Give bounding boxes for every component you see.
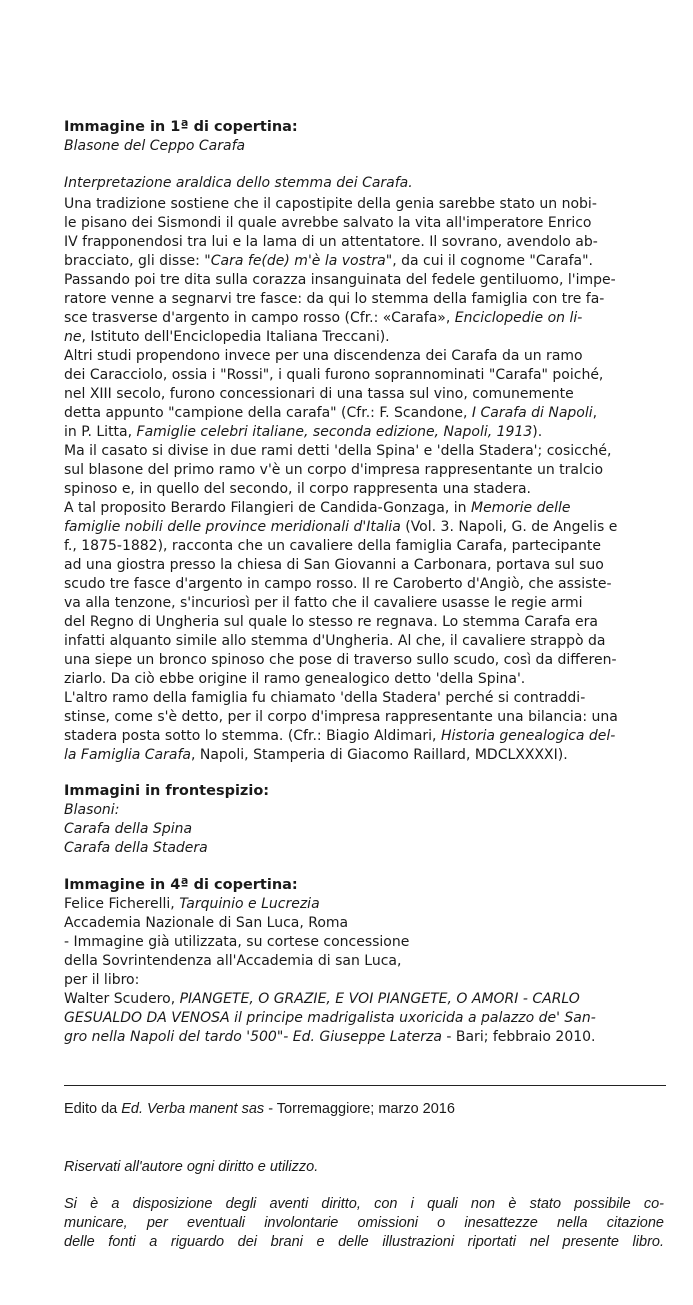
text-line [64, 537, 664, 556]
text-line [64, 271, 664, 290]
text-run: - Bari; febbraio 2010. [441, 1029, 596, 1045]
text-run: - Immagine già utilizzata, su cortese concessione [64, 934, 410, 950]
text-line [64, 214, 664, 233]
text-run: Una tradizione sostiene che il capostipite della genia sarebbe stato un nobi- [64, 196, 597, 212]
text-line [64, 670, 664, 689]
text-run: ", da cui il cognome "Carafa". [385, 253, 593, 269]
text-line [64, 442, 664, 461]
text-line [64, 895, 664, 914]
text-line [64, 746, 664, 765]
edition-line [64, 1100, 664, 1119]
text-line [64, 971, 664, 990]
text-line [64, 252, 664, 271]
text-line [64, 366, 664, 385]
text-line [64, 613, 664, 632]
text-run: , Istituto dell'Enciclopedia Italiana Treccani). [81, 329, 390, 345]
text-run: infatti alquanto simile allo stemma d'Ungheria. Al che, il cavaliere strappò da [64, 633, 606, 649]
text-line [64, 404, 664, 423]
text-run: - Torremaggiore; marzo 2016 [264, 1101, 455, 1117]
text-run: Famiglie celebri italiane, seconda edizione, Napoli, 1913 [136, 424, 533, 440]
text-line [64, 708, 664, 727]
text-run: Ma il casato si divise in due rami detti 'della Spina' e 'della Stadera'; cosicché, [64, 443, 612, 459]
text-run: Edito da [64, 1101, 122, 1117]
text-line [64, 385, 664, 404]
frontispiece-line: Blasoni: [64, 802, 120, 818]
text-run: scudo tre fasce d'argento in campo rosso. Il re Caroberto d'Angiò, che assiste- [64, 576, 612, 592]
text-run: Passando poi tre dita sulla corazza insanguinata del fedele gentiluomo, l'impe- [64, 272, 616, 288]
text-run: sce trasverse d'argento in campo rosso (Cfr.: «Carafa», [64, 310, 455, 326]
text-line [64, 990, 664, 1009]
text-line [64, 461, 664, 480]
text-line [64, 423, 664, 442]
text-run: per il libro: [64, 972, 140, 988]
text-run: la Famiglia Carafa [64, 747, 191, 763]
text-line [64, 556, 664, 575]
text-run: Ed. Verba manent sas [121, 1101, 265, 1117]
text-line [64, 1009, 664, 1028]
text-run: , [592, 405, 598, 421]
text-run: Memorie delle [470, 500, 571, 516]
text-run: ). [532, 424, 543, 440]
text-line [64, 952, 664, 971]
text-line [64, 499, 664, 518]
text-run: Walter Scudero, [64, 991, 180, 1007]
text-line [64, 518, 664, 537]
text-line [64, 480, 664, 499]
interpretation-title: Interpretazione araldica dello stemma dei Carafa. [64, 175, 413, 191]
disclaimer-line: municare, per eventuali involontarie omissioni o inesattezze nella citazione [64, 1215, 664, 1231]
text-run: ziarlo. Da ciò ebbe origine il ramo genealogico detto 'della Spina'. [64, 671, 526, 687]
text-line [64, 328, 664, 347]
cover-back-heading: Immagine in 4ª di copertina: [64, 877, 298, 893]
text-line [64, 347, 664, 366]
text-run: Felice Ficherelli, [64, 896, 180, 912]
cover-front-heading: Immagine in 1ª di copertina: [64, 119, 298, 135]
text-line [64, 727, 664, 746]
text-run: dei Caracciolo, ossia i "Rossi", i quali furono soprannominati "Carafa" poiché, [64, 367, 604, 383]
text-line [64, 594, 664, 613]
text-run: famiglie nobili delle province meridionali d'Italia [64, 519, 401, 535]
text-line [64, 290, 664, 309]
text-run: in P. Litta, [64, 424, 137, 440]
text-run: IV frapponendosi tra lui e la lama di un attentatore. Il sovrano, avendolo ab- [64, 234, 598, 250]
divider-rule [64, 1085, 666, 1086]
text-run: nel XIII secolo, furono concessionari di una tassa sul vino, comunemente [64, 386, 574, 402]
frontispiece-line: Carafa della Stadera [64, 840, 208, 856]
text-run: f., 1875-1882), racconta che un cavaliere della famiglia Carafa, partecipante [64, 538, 601, 554]
text-run: stinse, come s'è detto, per il corpo d'impresa rappresentante una bilancia: una [64, 709, 618, 725]
text-run: L'altro ramo della famiglia fu chiamato 'della Stadera' perché si contraddi- [64, 690, 586, 706]
text-run: (Vol. 3. Napoli, G. de Angelis e [400, 519, 618, 535]
text-run: Cara fe(de) m'è la vostra [210, 253, 386, 269]
text-run: spinoso e, in quello del secondo, il corpo rappresenta una stadera. [64, 481, 531, 497]
text-run: GESUALDO DA VENOSA il principe madrigalista uxoricida a palazzo de' San- [64, 1010, 596, 1026]
frontispiece-line: Carafa della Spina [64, 821, 193, 837]
text-run: gro nella Napoli del tardo '500"- Ed. Giuseppe Laterza [64, 1029, 442, 1045]
text-run: Tarquinio e Lucrezia [179, 896, 320, 912]
text-line [64, 914, 664, 933]
text-run: bracciato, gli disse: " [64, 253, 211, 269]
text-run: Enciclopedie on li- [454, 310, 583, 326]
text-line [64, 933, 664, 952]
text-line [64, 1028, 664, 1047]
disclaimer-line: Si è a disposizione degli aventi diritto, con i quali non è stato possibile co- [64, 1196, 664, 1212]
text-run: le pisano dei Sismondi il quale avrebbe salvato la vita all'imperatore Enrico [64, 215, 592, 231]
text-line [64, 632, 664, 651]
text-run: va alla tenzone, s'incuriosì per il fatto che il cavaliere usasse le regie armi [64, 595, 583, 611]
text-run: Altri studi propendono invece per una discendenza dei Carafa da un ramo [64, 348, 583, 364]
text-run: stadera posta sotto lo stemma. (Cfr.: Biagio Aldimari, [64, 728, 441, 744]
text-run: , Napoli, Stamperia di Giacomo Raillard, MDCLXXXXI). [190, 747, 568, 763]
text-run: Historia genealogica del- [440, 728, 616, 744]
text-run: Accademia Nazionale di San Luca, Roma [64, 915, 349, 931]
text-run: detta appunto "campione della carafa" (Cfr.: F. Scandone, [64, 405, 472, 421]
text-run: del Regno di Ungheria sul quale lo stesso re regnava. Lo stemma Carafa era [64, 614, 598, 630]
text-line [64, 233, 664, 252]
text-line [64, 309, 664, 328]
text-line [64, 195, 664, 214]
text-run: della Sovrintendenza all'Accademia di san Luca, [64, 953, 402, 969]
frontispiece-heading: Immagini in frontespizio: [64, 783, 270, 799]
text-line [64, 689, 664, 708]
text-run: ad una giostra presso la chiesa di San Giovanni a Carbonara, portava sul suo [64, 557, 604, 573]
text-line [64, 575, 664, 594]
text-run: ne [64, 329, 82, 345]
text-run: I Carafa di Napoli [471, 405, 593, 421]
text-run: PIANGETE, O GRAZIE, E VOI PIANGETE, O AMORI - CARLO [179, 991, 580, 1007]
text-line [64, 651, 664, 670]
rights-line: Riservati all'autore ogni diritto e utilizzo. [64, 1159, 319, 1175]
text-run: sul blasone del primo ramo v'è un corpo d'impresa rappresentante un tralcio [64, 462, 604, 478]
text-run: una siepe un bronco spinoso che pose di traverso sullo scudo, così da differen- [64, 652, 617, 668]
text-run: A tal proposito Berardo Filangieri de Candida-Gonzaga, in [64, 500, 471, 516]
disclaimer-line: delle fonti a riguardo dei brani e delle illustrazioni riportati nel presente libro. [64, 1234, 664, 1250]
cover-front-caption: Blasone del Ceppo Carafa [64, 138, 246, 154]
text-run: ratore venne a segnarvi tre fasce: da qui lo stemma della famiglia con tre fa- [64, 291, 605, 307]
